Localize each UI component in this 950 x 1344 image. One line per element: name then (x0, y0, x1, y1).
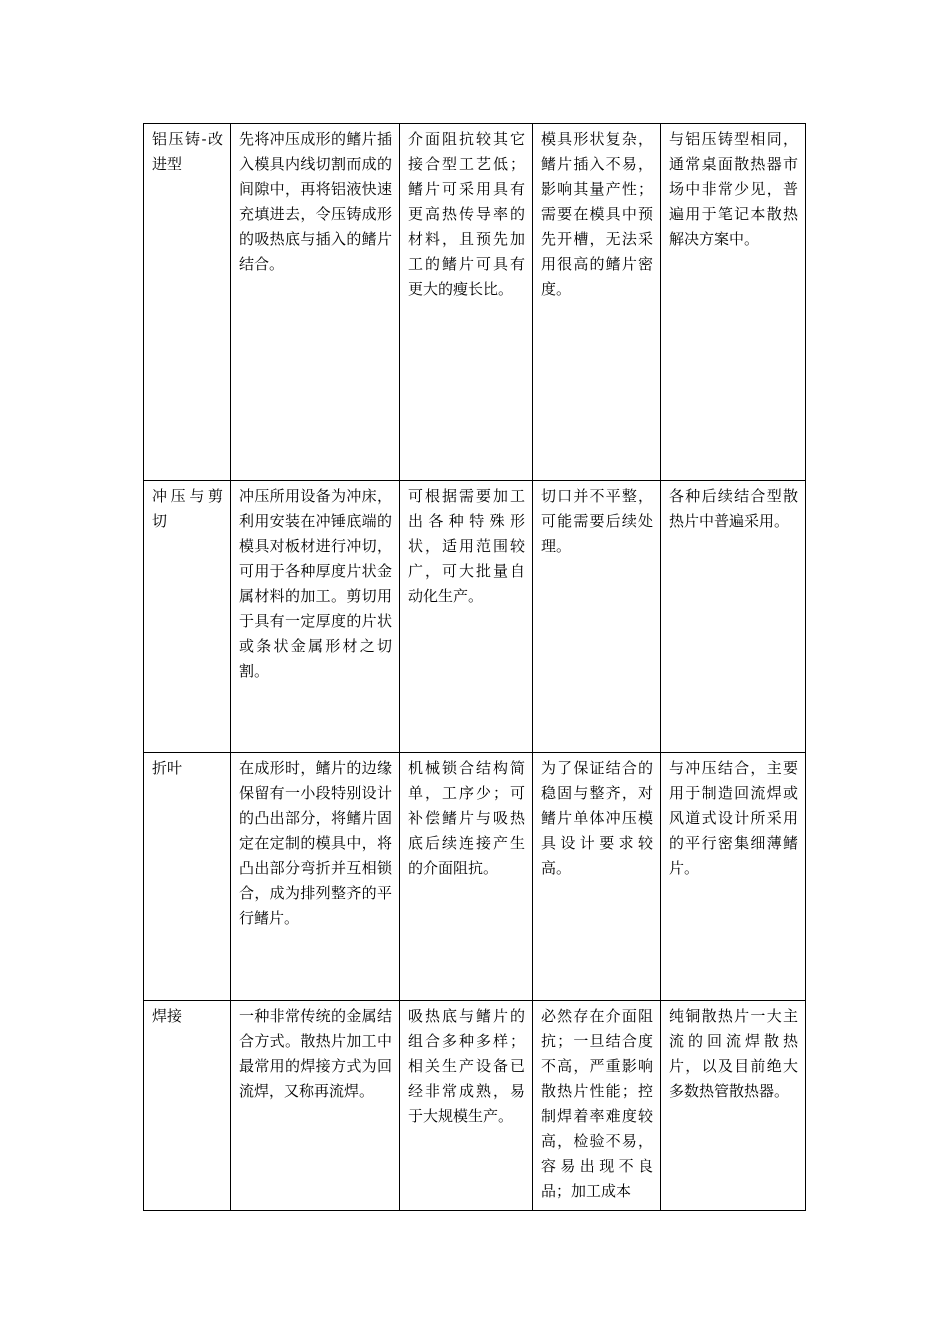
table-row (144, 1001, 806, 1211)
applications-cell: 与铝压铸型相同，通常桌面散热器市场中非常少见，普遍用于笔记本散热解决方案中。 (661, 124, 806, 481)
disadvantages-cell: 为了保证结合的稳固与整齐，对鳍片单体冲压模具设计要求较高。 (533, 753, 661, 1001)
description-cell: 在成形时，鳍片的边缘保留有一小段特别设计的凸出部分，将鳍片固定在定制的模具中，将凸出部分弯折并互相锁合，成为排列整齐的平行鳍片。 (231, 753, 400, 1001)
process-comparison-table (143, 123, 806, 1211)
advantages-cell: 介面阻抗较其它接合型工艺低；鳍片可采用具有更高热传导率的材料，且预先加工的鳍片可具有更大的瘦长比。 (400, 124, 533, 481)
disadvantages-cell: 切口并不平整，可能需要后续处理。 (533, 481, 661, 753)
method-cell: 折叶 (144, 753, 231, 1001)
advantages-cell: 吸热底与鳍片的组合多种多样；相关生产设备已经非常成熟，易于大规模生产。 (400, 1001, 533, 1211)
method-cell: 铝压铸-改进型 (144, 124, 231, 481)
advantages-cell: 可根据需要加工出各种特殊形状，适用范围较广，可大批量自动化生产。 (400, 481, 533, 753)
table-row (144, 481, 806, 753)
applications-cell: 各种后续结合型散热片中普遍采用。 (661, 481, 806, 753)
applications-cell: 纯铜散热片一大主流的回流焊散热片，以及目前绝大多数热管散热器。 (661, 1001, 806, 1211)
disadvantages-cell: 模具形状复杂，鳍片插入不易，影响其量产性；需要在模具中预先开槽，无法采用很高的鳍片密度。 (533, 124, 661, 481)
description-cell: 冲压所用设备为冲床，利用安装在冲锤底端的模具对板材进行冲切，可用于各种厚度片状金属材料的加工。剪切用于具有一定厚度的片状或条状金属形材之切割。 (231, 481, 400, 753)
description-cell: 先将冲压成形的鳍片插入模具内线切割而成的间隙中，再将铝液快速充填进去，令压铸成形的吸热底与插入的鳍片结合。 (231, 124, 400, 481)
method-cell: 冲压与剪切 (144, 481, 231, 753)
method-cell: 焊接 (144, 1001, 231, 1211)
description-cell: 一种非常传统的金属结合方式。散热片加工中最常用的焊接方式为回流焊，又称再流焊。 (231, 1001, 400, 1211)
applications-cell: 与冲压结合，主要用于制造回流焊或风道式设计所采用的平行密集细薄鳍片。 (661, 753, 806, 1001)
table-row (144, 753, 806, 1001)
disadvantages-cell: 必然存在介面阻抗；一旦结合度不高，严重影响散热片性能；控制焊着率难度较高，检验不易，容易出现不良品；加工成本 (533, 1001, 661, 1211)
table-row (144, 124, 806, 481)
advantages-cell: 机械锁合结构简单，工序少；可补偿鳍片与吸热底后续连接产生的介面阻抗。 (400, 753, 533, 1001)
